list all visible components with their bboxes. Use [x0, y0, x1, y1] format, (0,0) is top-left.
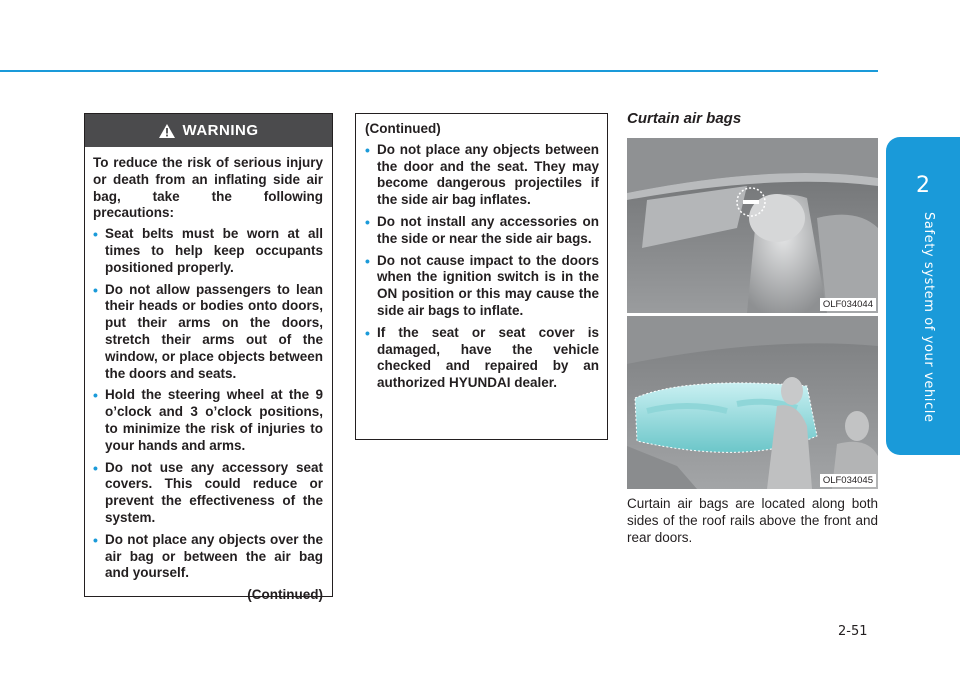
continued-heading: (Continued)	[365, 121, 441, 136]
list-item: • If the seat or seat cover is damaged, have the vehicle checked and repaired by an authorized HYUNDAI dealer.	[365, 324, 599, 391]
bullet-icon: •	[365, 213, 370, 230]
bullet-icon: •	[365, 324, 370, 341]
list-item: • Do not place any objects over the air bag or between the air bag and yourself.	[93, 531, 323, 581]
chapter-number: 2	[916, 173, 930, 198]
bullet-icon: •	[93, 387, 98, 404]
warning-intro: To reduce the risk of serious injury or death from an inflating side air bag, take the following precautions:	[93, 155, 323, 221]
bullet-icon: •	[365, 141, 370, 158]
bullet-icon: •	[93, 459, 98, 476]
continued-list	[365, 142, 599, 392]
warning-box	[84, 113, 333, 603]
bullet-icon: •	[93, 226, 98, 243]
warning-heading: WARNING	[182, 122, 259, 139]
warning-header	[85, 114, 332, 147]
chapter-tab[interactable]	[886, 137, 960, 455]
warning-list	[93, 226, 323, 582]
continued-label: (Continued)	[247, 587, 323, 603]
bullet-icon: •	[93, 531, 98, 548]
bullet-icon: •	[365, 252, 370, 269]
list-item: • Do not allow passengers to lean their heads or bodies onto doors, put their arms on the doors, stretch their arms out of the window, or place objects between the doors and seats.	[93, 281, 323, 381]
curtain-airbag-image-1	[627, 138, 878, 313]
section-title: Curtain air bags	[627, 110, 742, 127]
list-item: • Do not install any accessories on the side or near the side air bags.	[365, 213, 599, 246]
list-item: • Do not cause impact to the doors when the ignition switch is in the ON position or this may cause the side air bags to inflate.	[365, 252, 599, 318]
warning-triangle-icon	[159, 124, 175, 138]
header-rule	[0, 70, 878, 72]
list-item: • Seat belts must be worn at all times to help keep occupants positioned properly.	[93, 226, 323, 275]
curtain-airbag-image-2	[627, 316, 878, 489]
list-item: • Do not use any accessory seat covers. This could reduce or prevent the effectiveness of the system.	[93, 459, 323, 525]
page-number: 2-51	[838, 624, 868, 639]
section-description: Curtain air bags are located along both sides of the roof rails above the front and rear doors.	[627, 496, 878, 545]
image-code: OLF034044	[820, 298, 876, 311]
continued-box	[355, 113, 608, 440]
list-item: • Do not place any objects between the door and the seat. They may become dangerous projectiles if the side air bag inflates.	[365, 141, 599, 208]
chapter-title: Safety system of your vehicle	[921, 212, 936, 423]
bullet-icon: •	[93, 281, 98, 298]
list-item: • Hold the steering wheel at the 9 o’clock and 3 o’clock positions, to minimize the risk of injuries to your hands and arms.	[93, 387, 323, 453]
image-code: OLF034045	[820, 474, 876, 487]
